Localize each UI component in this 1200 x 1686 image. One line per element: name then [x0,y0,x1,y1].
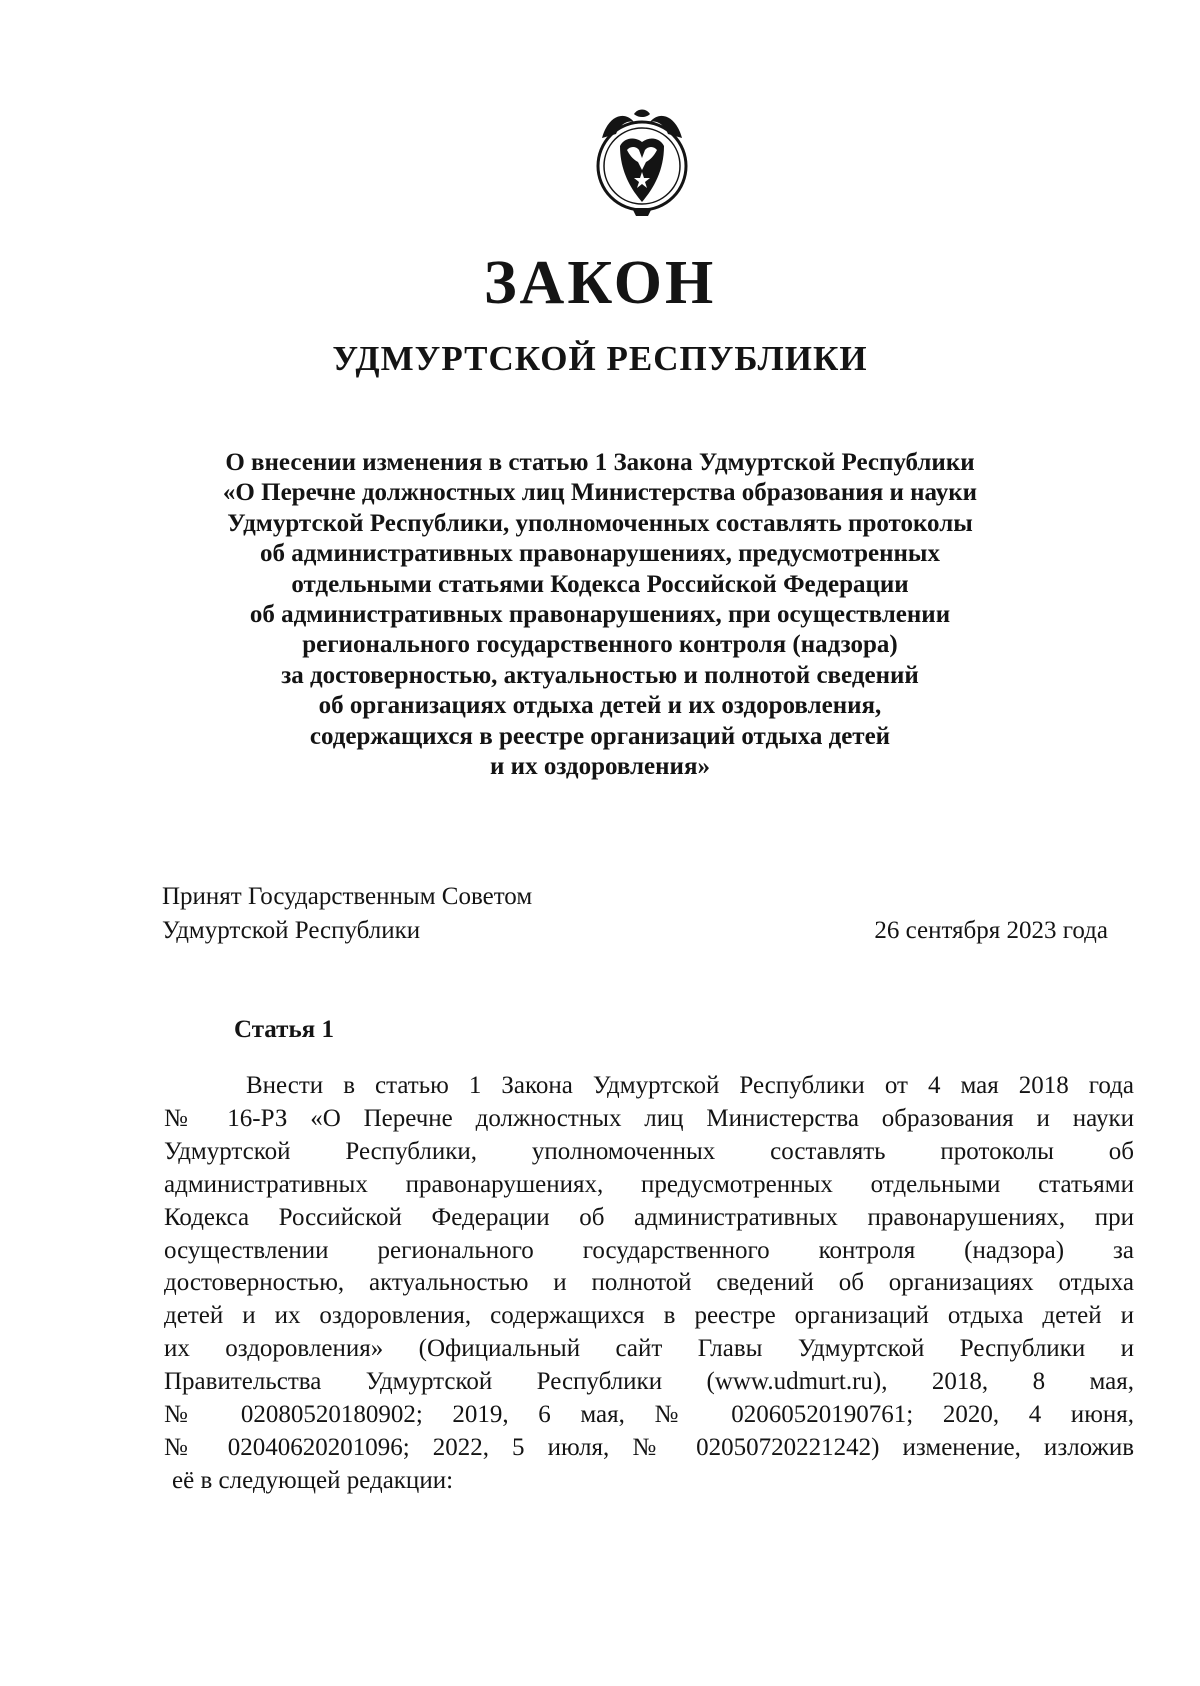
law-name-line: и их оздоровления» [490,753,710,781]
law-name-line: Удмуртской Республики, уполномоченных составлять протоколы [227,509,973,537]
law-name-line: содержащихся в реестре организаций отдыха детей [309,722,891,750]
udmurt-republic-emblem-icon [594,108,690,218]
article-body-line: её в следующей редакции: [172,1466,454,1494]
article-body-line: достоверностью, актуальностью и полнотой сведений об организациях отдыха [164,1269,1134,1297]
law-name-line: О внесении изменения в статью 1 Закона Удмуртской Республики [225,449,975,476]
adoption-statement [162,880,532,948]
article-body-line: № 02080520180902; 2019, 6 мая, № 02060520190761; 2020, 4 июня, [164,1401,1134,1429]
law-name-line: регионального государственного контроля (надзора) [302,631,898,659]
article-body [164,1070,1134,1498]
adoption-line: Удмуртской Республики [162,917,421,944]
document-subtitle: УДМУРТСКОЙ РЕСПУБЛИКИ [332,339,868,378]
article-body-line: административных правонарушениях, предусмотренных отдельными статьями [164,1170,1134,1198]
article-body-line: № 16-РЗ «О Перечне должностных лиц Министерства образования и науки [164,1104,1134,1132]
article-body-line: Удмуртской Республики, уполномоченных составлять протоколы об [164,1137,1134,1165]
article-heading: Статья 1 [234,1016,334,1043]
article-body-line: Кодекса Российской Федерации об административных правонарушениях, при [164,1203,1134,1231]
article-body-line: Правительства Удмуртской Республики (www.udmurt.ru), 2018, 8 мая, [164,1368,1134,1396]
law-name-line: об организациях отдыха детей и их оздоровления, [318,692,882,720]
article-body-line: осуществлении регионального государственного контроля (надзора) за [164,1236,1134,1264]
law-name-line: за достоверностью, актуальностью и полнотой сведений [281,661,919,689]
adoption-line: Принят Государственным Советом [162,883,533,910]
article-body-line: Внести в статью 1 Закона Удмуртской Республики от 4 мая 2018 года [246,1072,1134,1099]
law-name-line: об административных правонарушениях, при осуществлении [249,601,951,629]
law-name-line: отдельными статьями Кодекса Российской Федерации [291,570,909,598]
article-body-line: детей и их оздоровления, содержащихся в реестре организаций отдыха детей и [164,1302,1134,1330]
article-body-line: № 02040620201096; 2022, 5 июля, № 02050720221242) изменение, изложив [164,1433,1134,1461]
law-name-line: об административных правонарушениях, предусмотренных [260,540,940,568]
adoption-date: 26 сентября 2023 года [874,917,1108,944]
law-name-line: «О Перечне должностных лиц Министерства образования и науки [222,479,978,507]
article-body-line: их оздоровления» (Официальный сайт Главы Удмуртской Республики и [164,1335,1134,1363]
document-title: ЗАКОН [483,249,717,317]
law-name-heading [150,448,1050,782]
